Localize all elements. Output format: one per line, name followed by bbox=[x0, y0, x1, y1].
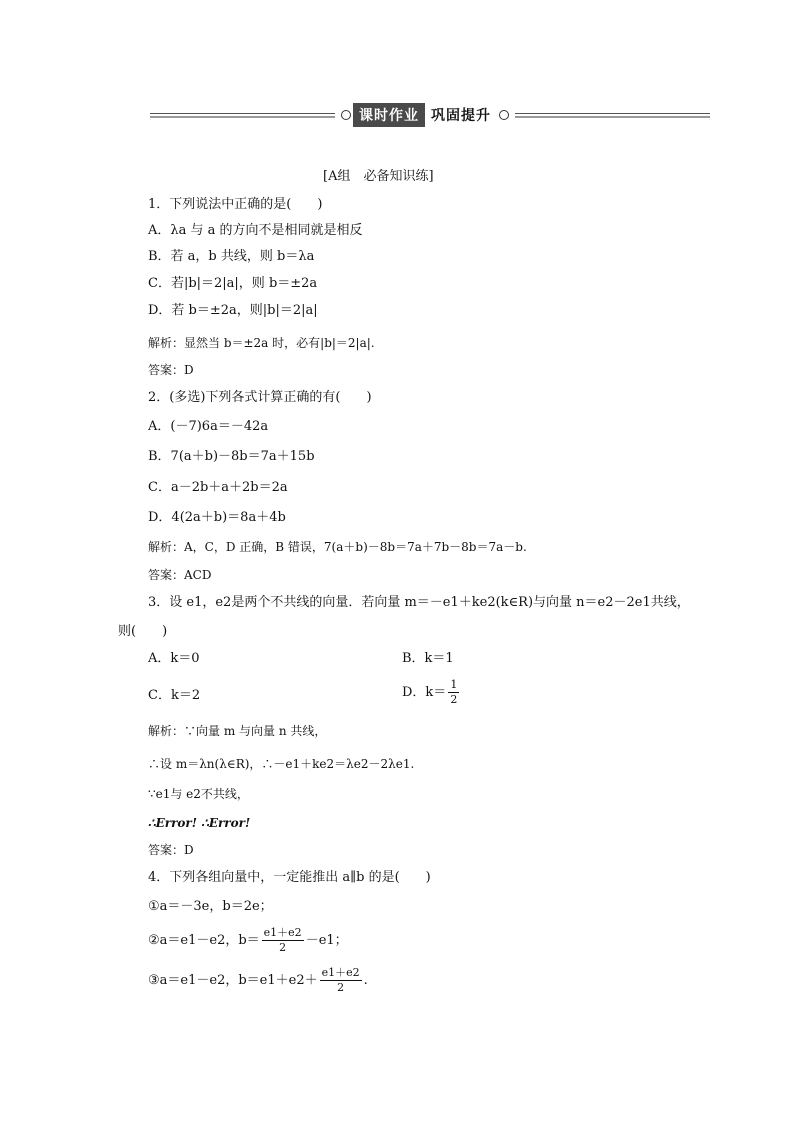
q1-stem: 1．下列说法中正确的是( ) bbox=[148, 197, 323, 212]
ornament-right-icon bbox=[499, 110, 509, 120]
q3-analysis-2: ∴设 m＝λn(λ∈R)，∴－e1＋ke2＝λe2－2λe1. bbox=[148, 757, 415, 771]
q3-option-d bbox=[402, 678, 461, 707]
q3-option-a: A．k＝0 bbox=[148, 651, 200, 666]
q1-option-d: D．若 b＝±2a，则|b|＝2|a| bbox=[148, 303, 318, 318]
fraction-denominator: 2 bbox=[450, 693, 458, 706]
banner-tag-consolidate: 巩固提升 bbox=[431, 108, 491, 124]
q4-item-2 bbox=[148, 926, 348, 955]
q3-stem: 3．设 e1，e2是两个不共线的向量．若向量 m＝－e1＋ke2(k∈R)与向量 n＝e2－2e1共线， bbox=[148, 595, 690, 610]
q1-option-b: B．若 a，b 共线，则 b＝λa bbox=[148, 249, 315, 264]
q4-item-3 bbox=[148, 966, 368, 995]
q4-item-3-prefix: ③a＝e1－e2，b＝e1＋e2＋ bbox=[148, 973, 318, 988]
banner-tag-homework: 课时作业 bbox=[353, 103, 425, 127]
q1-option-a: A．λa 与 a 的方向不是相同就是相反 bbox=[148, 223, 363, 238]
q2-answer: 答案：ACD bbox=[148, 568, 212, 582]
q2-option-a: A．(－7)6a＝－42a bbox=[148, 419, 269, 434]
q3-option-b: B．k＝1 bbox=[402, 651, 454, 666]
q4-item-2-suffix: －e1； bbox=[305, 933, 348, 948]
q2-analysis: 解析：A，C，D 正确，B 错误，7(a＋b)－8b＝7a＋7b－8b＝7a－b. bbox=[148, 540, 527, 554]
fraction-numerator: e1＋e2 bbox=[263, 926, 302, 939]
q4-item-3-fraction bbox=[320, 966, 362, 995]
q4-item-1: ①a＝－3e，b＝2e； bbox=[148, 899, 273, 914]
banner-center bbox=[335, 104, 515, 126]
q1-analysis: 解析：显然当 b＝±2a 时，必有|b|＝2|a|. bbox=[148, 336, 375, 350]
q3-analysis-1: 解析：∵向量 m 与向量 n 共线， bbox=[148, 724, 327, 738]
q3-option-c: C．k＝2 bbox=[148, 688, 201, 703]
q2-option-b: B．7(a＋b)－8b＝7a＋15b bbox=[148, 449, 315, 464]
q4-item-2-fraction bbox=[262, 926, 304, 955]
q1-answer: 答案：D bbox=[148, 363, 194, 377]
q4-item-3-suffix: . bbox=[363, 973, 368, 988]
fraction-denominator: 2 bbox=[337, 981, 345, 994]
ornament-left-icon bbox=[341, 110, 351, 120]
q1-option-c: C．若|b|＝2|a|，则 b＝±2a bbox=[148, 276, 318, 291]
q3-analysis-4: ∴Error! ∴Error! bbox=[148, 816, 251, 830]
q3-answer: 答案：D bbox=[148, 843, 194, 857]
q4-item-2-prefix: ②a＝e1－e2，b＝ bbox=[148, 933, 260, 948]
q4-stem: 4．下列各组向量中，一定能推出 a∥b 的是( ) bbox=[148, 870, 431, 885]
q3-stem-cont: 则( ) bbox=[118, 624, 168, 639]
q2-option-d: D．4(2a＋b)＝8a＋4b bbox=[148, 510, 286, 525]
section-title: [A组 必备知识练] bbox=[323, 169, 434, 184]
q2-option-c: C．a－2b＋a＋2b＝2a bbox=[148, 480, 288, 495]
q3-analysis-3: ∵e1与 e2不共线， bbox=[148, 787, 249, 801]
fraction-denominator: 2 bbox=[279, 941, 287, 954]
q3-option-d-prefix: D．k＝ bbox=[402, 685, 447, 700]
fraction-numerator: e1＋e2 bbox=[321, 966, 360, 979]
q3-option-d-fraction bbox=[448, 678, 459, 707]
q2-stem: 2．(多选)下列各式计算正确的有( ) bbox=[148, 390, 372, 405]
header-banner bbox=[150, 104, 710, 126]
fraction-numerator: 1 bbox=[450, 678, 458, 691]
